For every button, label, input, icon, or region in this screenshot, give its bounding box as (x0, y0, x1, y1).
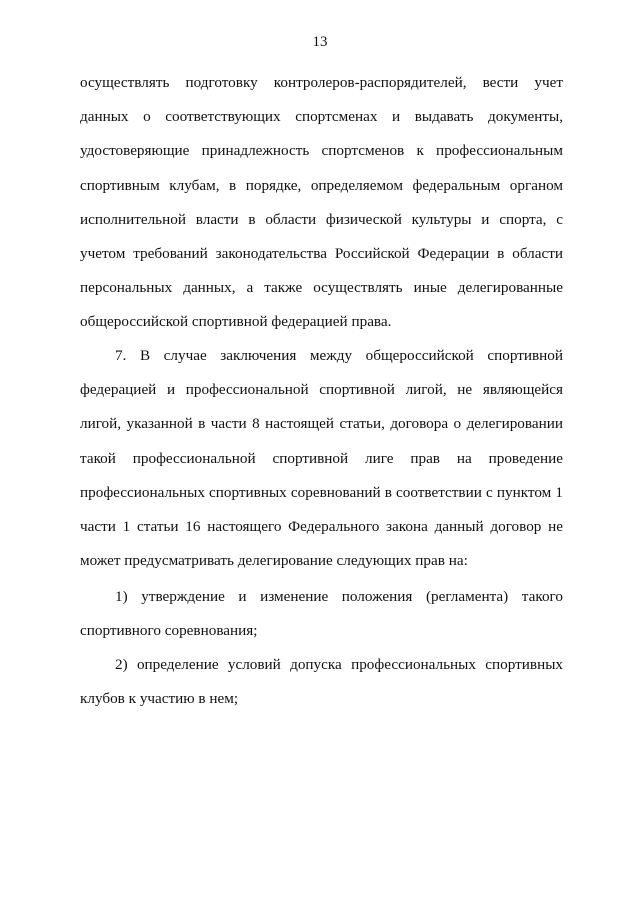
paragraph-text: 7. В случае заключения между общероссийской спортивной федерацией и профессиональной спортивной лигой, не являющейся лигой, указанной в части 8 настоящей статьи, договора о делегировании такой профессиональной спортивной лиге прав на проведение профессиональных спортивных соревнований в соответствии с пунктом 1 части 1 статьи 16 настоящего Федерального закона данный договор не может предусматривать делегирование следующих прав на: (80, 347, 563, 570)
paragraph-text: осуществлять подготовку контролеров-распорядителей, вести учет данных о соответствующих спортсменах и выдавать документы, удостоверяющие принадлежность спортсменов к профессиональным спортивным клубам, в порядке, определяемом федеральным органом исполнительной власти в области физической культуры и спорта, с учетом требований законодательства Российской Федерации в области персональных данных, а также осуществлять иные делегированные общероссийской спортивной федерацией права. (80, 74, 563, 331)
page-number: 13 (312, 34, 328, 50)
list-item-text: 2) определение условий допуска профессиональных спортивных клубов к участию в нем; (80, 656, 563, 708)
list-item-1 (80, 580, 563, 648)
paragraph-part-7 (80, 339, 563, 578)
paragraph-continuation (80, 66, 563, 340)
list-item-2 (80, 648, 563, 716)
list-item-text: 1) утверждение и изменение положения (регламента) такого спортивного соревнования; (80, 588, 563, 640)
